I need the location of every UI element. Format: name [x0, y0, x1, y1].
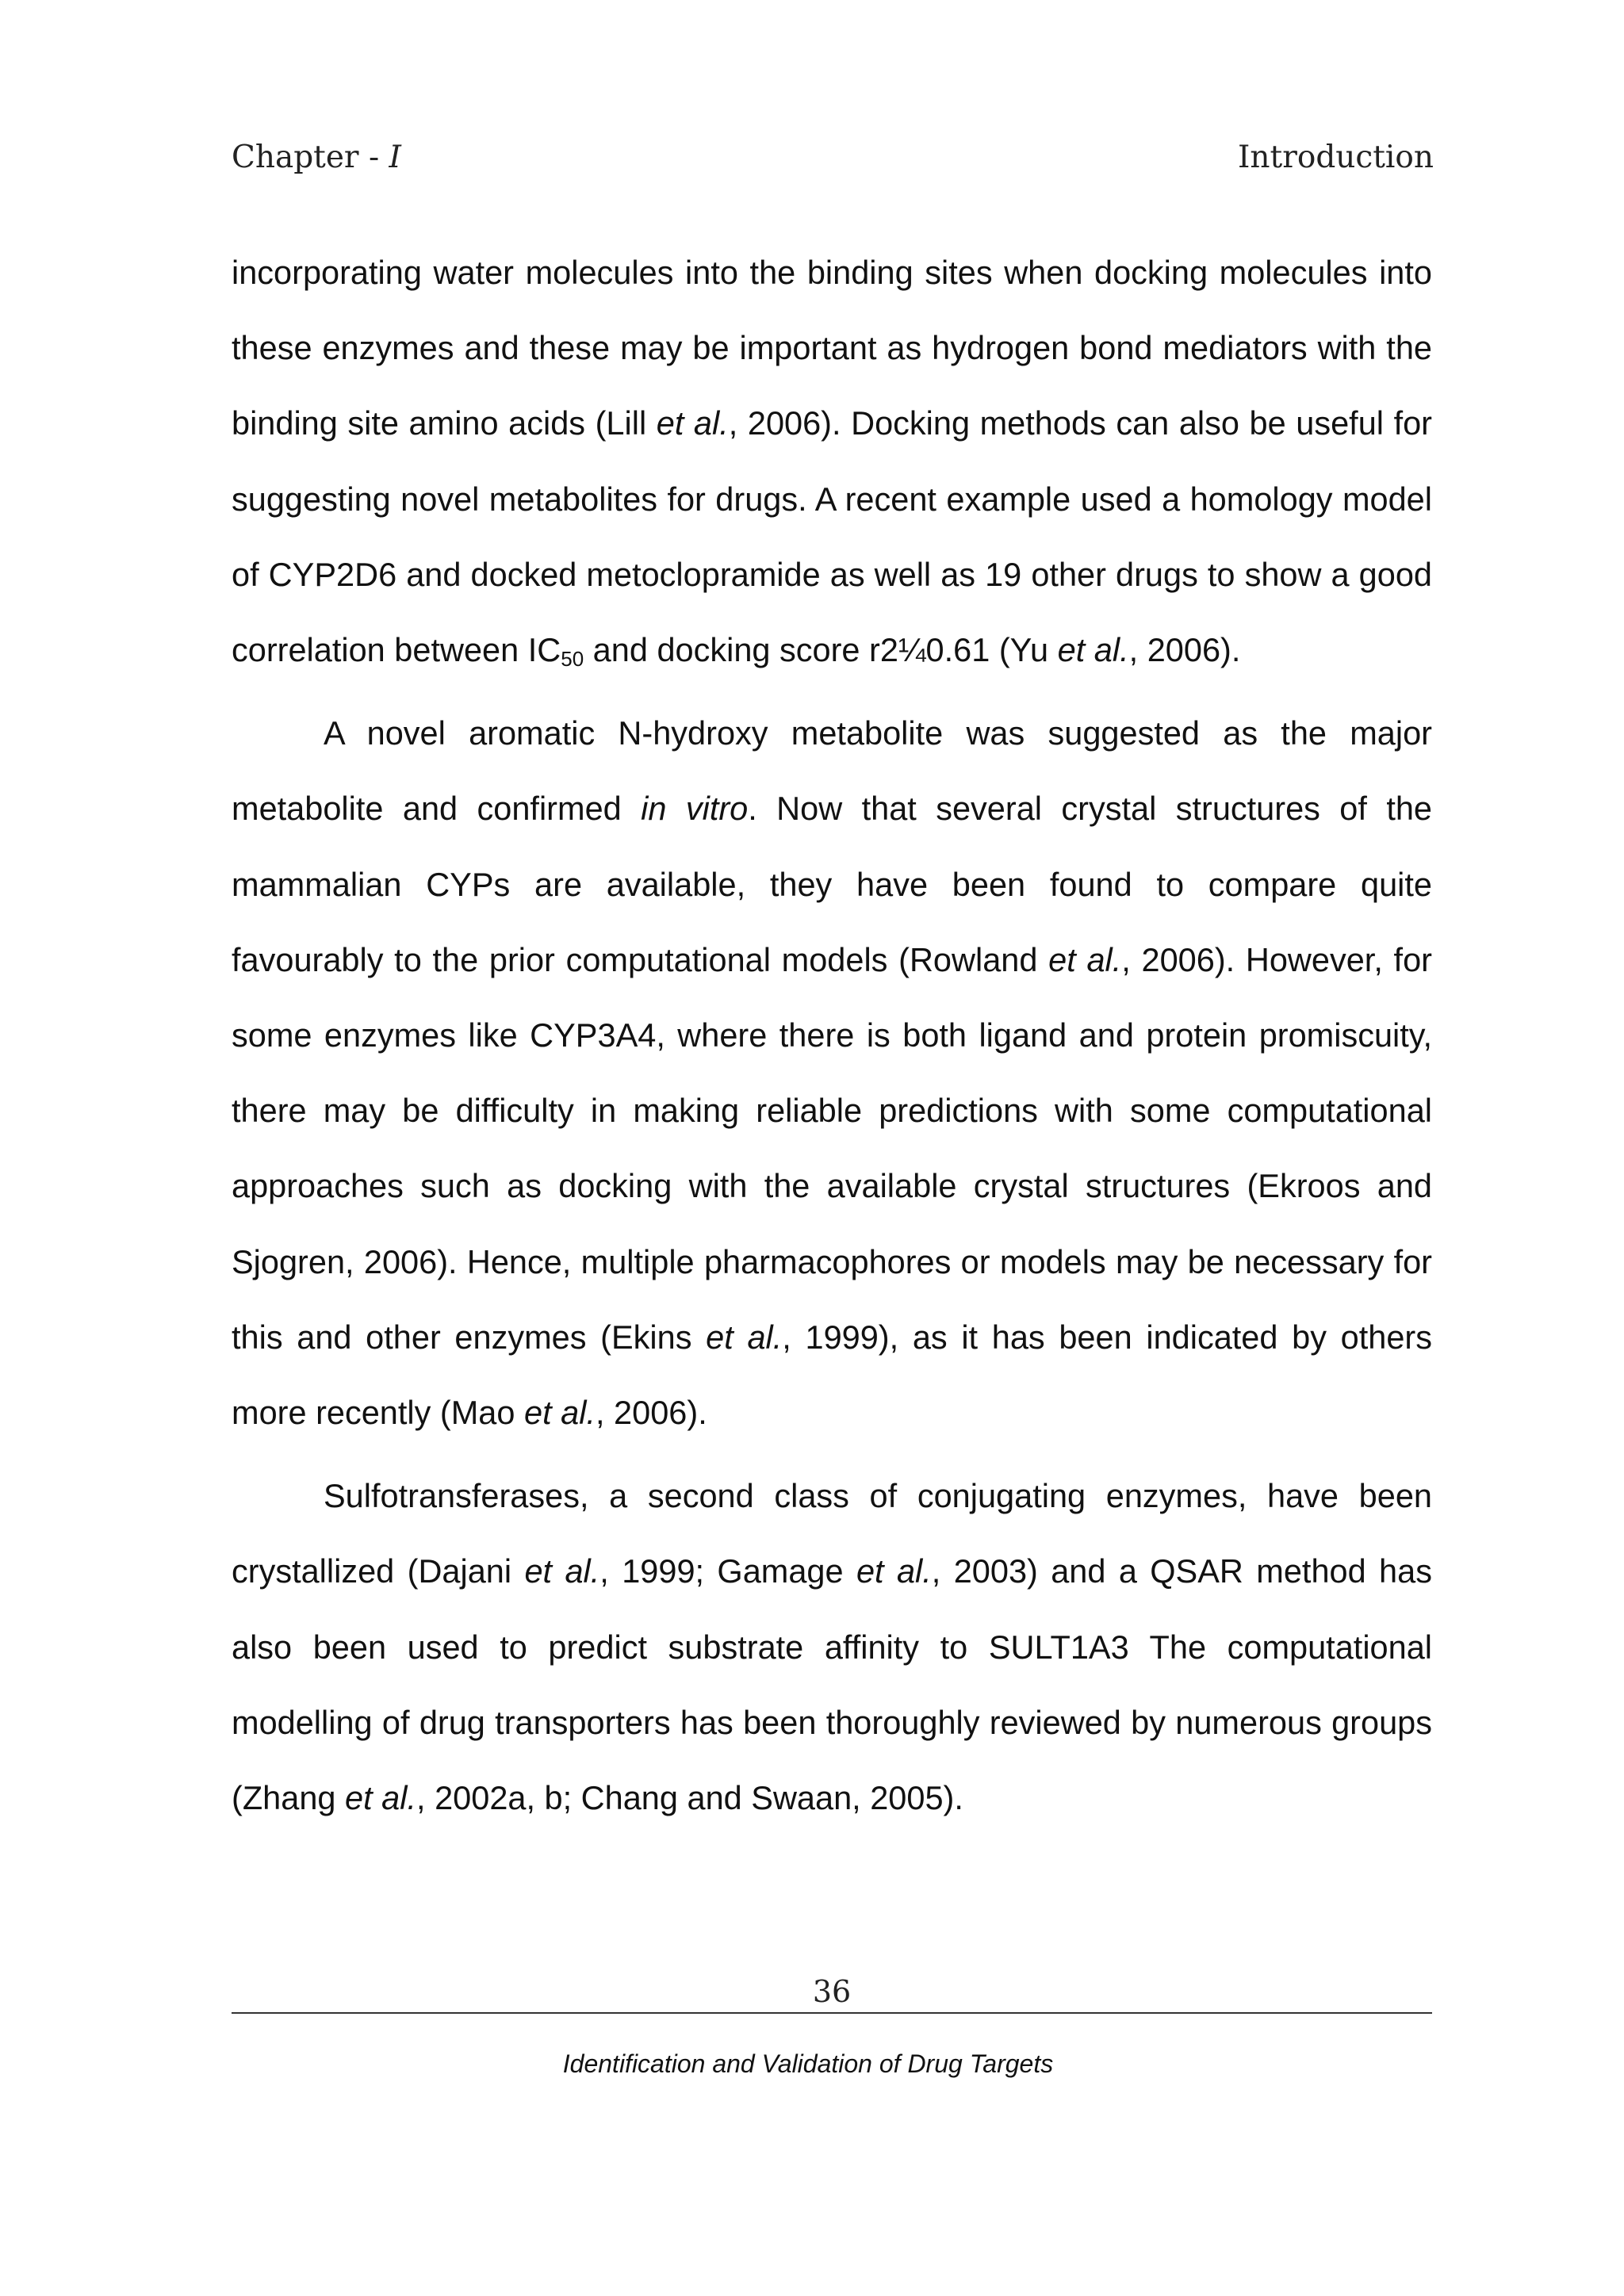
p1-text-4: , 2006).	[1128, 631, 1241, 669]
p2-text-2: . Now that several crystal structures of the mammalian CYPs are available, they have been found to compare quite favourably to the prior computational models (Rowland	[232, 790, 1433, 978]
chapter-numeral: I	[389, 140, 401, 175]
p3-italic-2: et al.	[856, 1552, 932, 1590]
p1-text-1: incorporating water molecules into the binding sites when docking molecules into these enzymes and these may be important as hydrogen bond mediators with the binding site amino acids (Lill	[232, 254, 1432, 442]
p2-text-3: , 2006). However, for some enzymes like CYP3A4, where there is both ligand and protein promiscuity, there may be difficulty in making reliable predictions with some computational approaches such as docking with the available crystal structures (Ekroos and Sjogren, 2006). Hence, multiple pharmacophores or models may be necessary for this and other enzymes (Ekins	[232, 940, 1432, 1356]
footer-divider	[232, 2012, 1432, 2014]
footer-title: Identification and Validation of Drug Targets	[562, 2049, 1054, 2078]
p2-italic-1: in vitro	[641, 790, 749, 828]
p3-italic-3: et al.	[345, 1779, 417, 1817]
p1-italic-2: et al.	[1057, 631, 1129, 669]
p3-text-2: , 1999; Gamage	[599, 1552, 856, 1590]
paragraph-2	[232, 695, 1432, 1450]
chapter-prefix: Chapter -	[232, 140, 389, 175]
p2-italic-3: et al.	[706, 1318, 783, 1356]
p2-text-5: , 2006).	[596, 1394, 707, 1432]
p1-subscript: 50	[561, 647, 584, 672]
p1-text-3: and docking score r2¼0.61 (Yu	[584, 631, 1058, 669]
p2-text-1: A novel aromatic N-hydroxy metabolite was suggested as the major metabolite and confirmed	[232, 714, 1432, 828]
p1-text-2: , 2006). Docking methods can also be useful for suggesting novel metabolites for drugs. A recent example used a homology model of CYP2D6 and docked metoclopramide as well as 19 other drugs to show a good correlation between IC	[232, 404, 1432, 669]
p2-italic-4: et al.	[524, 1394, 596, 1432]
body-text	[232, 235, 1432, 1843]
chapter-label	[232, 140, 401, 175]
paragraph-3	[232, 1458, 1432, 1835]
section-title: Introduction	[1238, 140, 1434, 175]
p2-italic-2: et al.	[1048, 940, 1122, 978]
paragraph-1	[232, 235, 1432, 687]
page-header	[232, 140, 1434, 187]
p1-italic-1: et al.	[656, 404, 729, 442]
p3-text-1: Sulfotransferases, a second class of conjugating enzymes, have been crystallized (Dajani	[232, 1477, 1432, 1590]
p2-text-4: , 1999), as it has been indicated by others more recently (Mao	[232, 1318, 1432, 1432]
p3-text-4: , 2002a, b; Chang and Swaan, 2005).	[416, 1779, 963, 1817]
p3-italic-1: et al.	[524, 1552, 600, 1590]
p3-text-3: , 2003) and a QSAR method has also been used to predict substrate affinity to SULT1A3 The computational modelling of drug transporters has been thoroughly reviewed by numerous groups (Zhang	[232, 1552, 1432, 1817]
page-number: 36	[812, 1974, 852, 2009]
